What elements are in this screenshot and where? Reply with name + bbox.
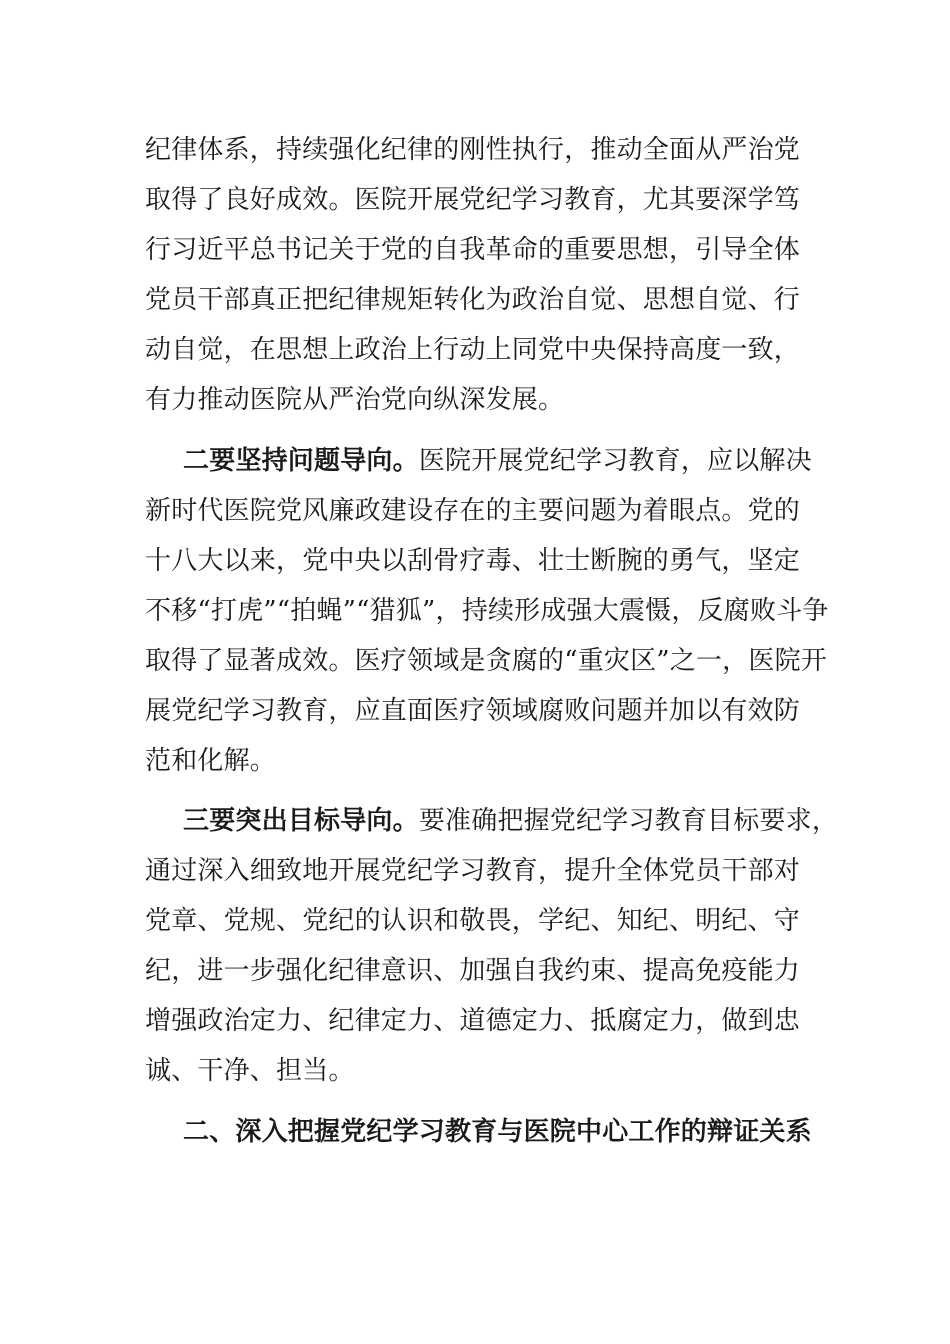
paragraph-text: 要准确把握党纪学习教育目标要求， (418, 806, 839, 836)
paragraph-line: 增强政治定力、纪律定力、道德定力、抵腐定力，做到忠 (145, 1006, 801, 1036)
paragraph-first-line (183, 441, 812, 481)
paragraph-line: 取得了良好成效。医院开展党纪学习教育，尤其要深学笃 (145, 185, 801, 215)
paragraph-line: 新时代医院党风廉政建设存在的主要问题为着眼点。党的 (145, 496, 801, 526)
section-heading: 二、深入把握党纪学习教育与医院中心工作的辩证关系 (183, 1117, 812, 1147)
paragraph-line: 纪，进一步强化纪律意识、加强自我约束、提高免疫能力 (145, 956, 801, 986)
paragraph-line: 有力推动医院从严治党向纵深发展。 (145, 385, 565, 415)
paragraph-line: 动自觉，在思想上政治上行动上同党中央保持高度一致， (145, 335, 801, 365)
paragraph-line: 范和化解。 (145, 746, 277, 776)
paragraph-line: 党章、党规、党纪的认识和敬畏，学纪、知纪、明纪、守 (145, 906, 801, 936)
paragraph-line: 诚、干净、担当。 (145, 1056, 355, 1086)
paragraph-heading: 三要突出目标导向。 (183, 806, 419, 836)
paragraph-line: 纪律体系，持续强化纪律的刚性执行，推动全面从严治党 (145, 135, 801, 165)
paragraph-heading: 二要坚持问题导向。 (183, 446, 419, 476)
paragraph-line: 行习近平总书记关于党的自我革命的重要思想，引导全体 (145, 235, 801, 265)
paragraph-first-line (183, 801, 838, 841)
paragraph-line: 十八大以来，党中央以刮骨疗毒、壮士断腕的勇气，坚定 (145, 546, 801, 576)
paragraph-line: 展党纪学习教育，应直面医疗领域腐败问题并加以有效防 (145, 696, 801, 726)
paragraph-line: 通过深入细致地开展党纪学习教育，提升全体党员干部对 (145, 856, 801, 886)
paragraph-line: 取得了显著成效。医疗领域是贪腐的“重灾区”之一，医院开 (145, 646, 827, 676)
paragraph-line: 不移“打虎”“拍蝇”“猎狐”，持续形成强大震慑，反腐败斗争 (145, 596, 829, 626)
paragraph-line: 党员干部真正把纪律规矩转化为政治自觉、思想自觉、行 (145, 285, 801, 315)
paragraph-text: 医院开展党纪学习教育，应以解决 (418, 446, 812, 476)
